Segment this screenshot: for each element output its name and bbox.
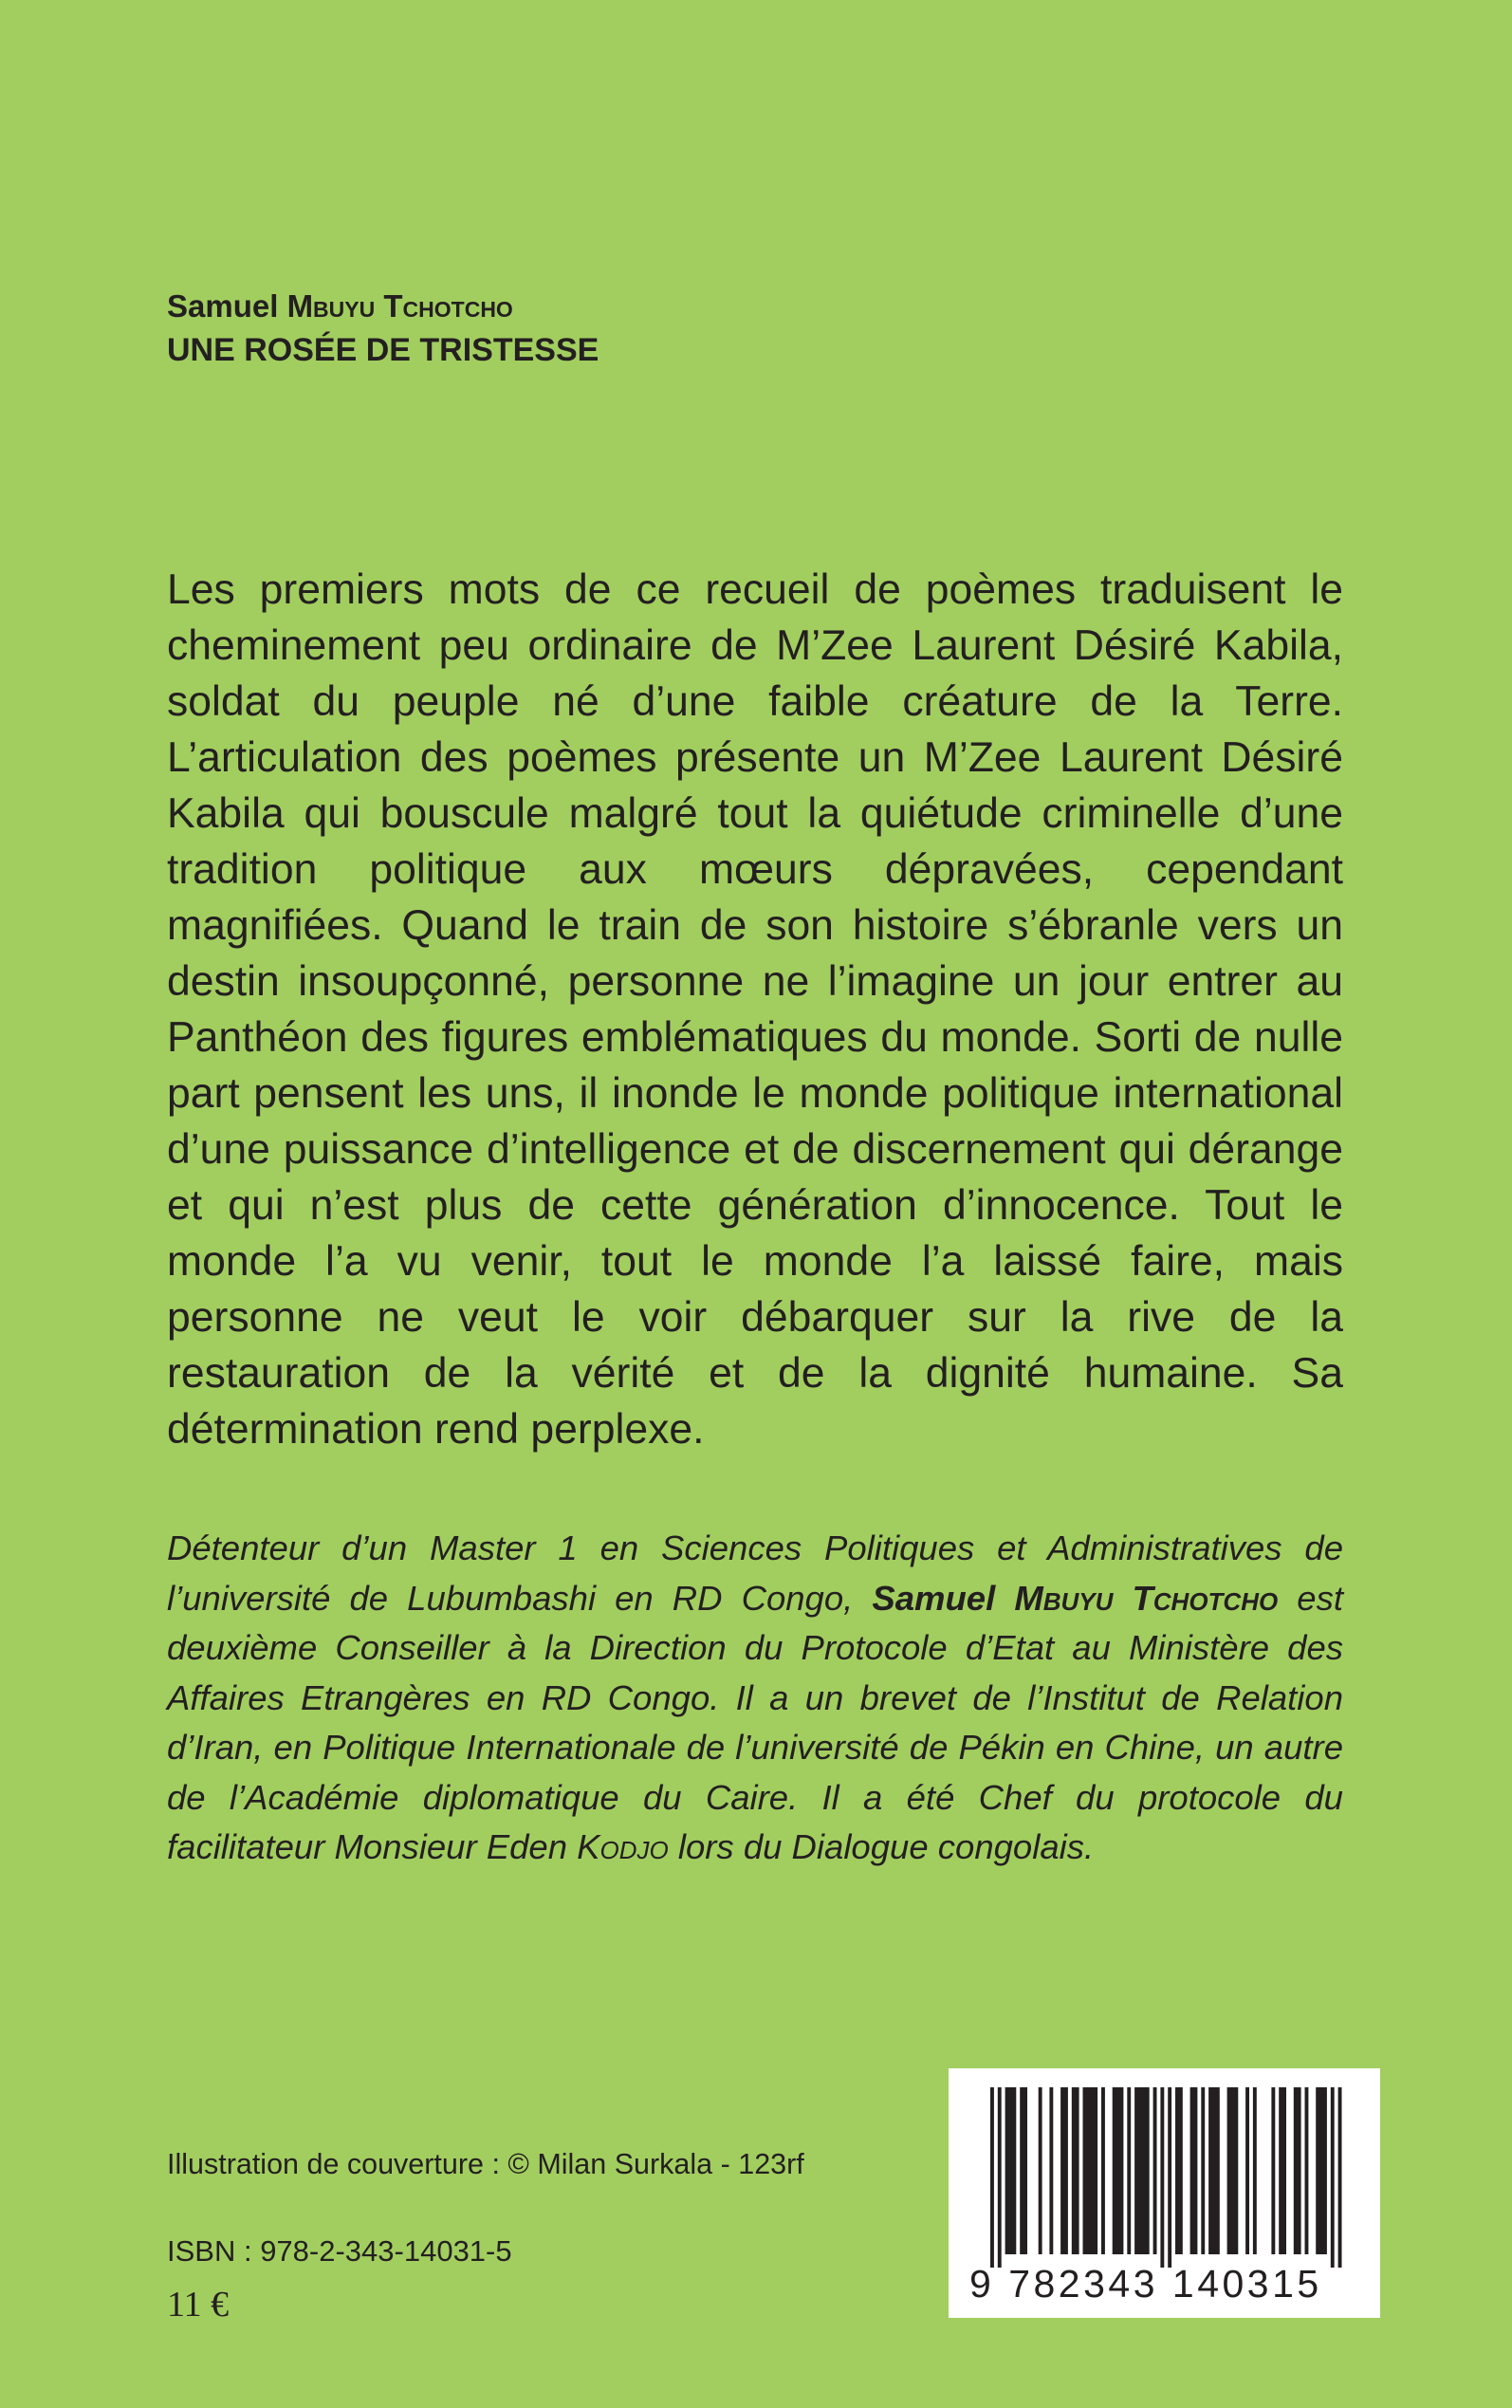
barcode-bar <box>1208 2087 1220 2254</box>
bio-part-2: est deuxième Conseiller à la Direction du Protocole d’Etat au Ministère des Affaires Etrangères en RD Congo. Il a un brevet de l’Institut de Relation d’Iran, en Politique Internationale de l’université de Pékin en Chine, un autre de l’Académie diplomatique du Caire. Il a été Chef du protocole du facilitateur Monsieur Eden <box>167 1578 1343 1866</box>
barcode-bar <box>1190 2087 1198 2254</box>
bio-author-first-name: Samuel <box>872 1578 996 1618</box>
barcode-bar <box>1049 2087 1053 2254</box>
book-header <box>167 285 1343 372</box>
barcode-bar <box>1331 2087 1335 2268</box>
bio-kodjo: Kodjo <box>577 1827 669 1866</box>
author-bio <box>167 1524 1343 1873</box>
illustration-credit: Illustration de couverture : © Milan Surkala - 123rf <box>167 2148 804 2180</box>
barcode-bar <box>1039 2087 1042 2254</box>
barcode-bar <box>1020 2087 1027 2254</box>
bio-author-name <box>872 1579 1278 1618</box>
barcode-bar <box>990 2087 994 2268</box>
barcode-bar <box>1175 2087 1183 2254</box>
barcode-bar <box>998 2087 1002 2268</box>
bio-part-3: lors du Dialogue congolais. <box>668 1827 1095 1866</box>
book-title: UNE ROSÉE DE TRISTESSE <box>167 332 599 368</box>
barcode-bar <box>1060 2087 1068 2254</box>
barcode-bar <box>1316 2087 1327 2254</box>
barcode <box>949 2068 1380 2318</box>
barcode-bar <box>1279 2087 1286 2254</box>
barcode-bar <box>1294 2087 1301 2254</box>
bio-part-1: Détenteur d’un Master 1 en Sciences Politiques et Administratives de l’université de Lubumbashi en RD Congo, <box>167 1528 1343 1618</box>
barcode-bar <box>1245 2087 1249 2254</box>
author-first-name: Samuel <box>167 288 279 324</box>
blurb-paragraph: Les premiers mots de ce recueil de poèmes traduisent le cheminement peu ordinaire de M’Zee Laurent Désiré Kabila, soldat du peuple né d’une faible créature de la Terre. L’articulation des poèmes présente un M’Zee Laurent Désiré Kabila qui bouscule malgré tout la quiétude criminelle d’une tradition politique aux mœurs dépravées, cependant magnifiées. Quand le train de son histoire s’ébranle vers un destin insoupçonné, personne ne l’imagine un jour entrer au Panthéon des figures emblématiques du monde. Sorti de nulle part pensent les uns, il inonde le monde politique international d’une puissance d’intelligence et de discernement qui dérange et qui n’est plus de cette génération d’innocence. Tout le monde l’a vu venir, tout le monde l’a laissé faire, mais personne ne veut le voir débarquer sur la rive de la restauration de la vérité et de la dignité humaine. Sa détermination rend perplexe. <box>167 566 1343 1453</box>
isbn: ISBN : 978-2-343-14031-5 <box>167 2234 512 2268</box>
barcode-bar <box>1153 2087 1157 2254</box>
barcode-bar <box>1338 2087 1342 2268</box>
barcode-bar <box>1253 2087 1257 2254</box>
barcode-bar <box>1083 2087 1098 2254</box>
barcode-bar <box>1227 2087 1239 2254</box>
barcode-bar <box>1271 2087 1275 2254</box>
price: 11 € <box>167 2285 230 2325</box>
barcode-bar <box>1134 2087 1150 2254</box>
barcode-bar <box>1127 2087 1131 2254</box>
barcode-bar <box>1201 2087 1205 2254</box>
barcode-bar <box>1160 2087 1164 2268</box>
bio-author-last-name: Mbuyu Tchotcho <box>1014 1578 1279 1618</box>
author-last-name: Mbuyu Tchotcho <box>286 288 513 324</box>
barcode-bar <box>1101 2087 1105 2254</box>
barcode-bar <box>1168 2087 1171 2268</box>
barcode-digits: 9 782343 140315 <box>969 2262 1322 2306</box>
barcode-bar <box>1005 2087 1017 2254</box>
barcode-bar <box>1072 2087 1079 2254</box>
author-name <box>167 285 1343 328</box>
barcode-bar <box>1113 2087 1124 2254</box>
barcode-bar <box>1305 2087 1309 2254</box>
